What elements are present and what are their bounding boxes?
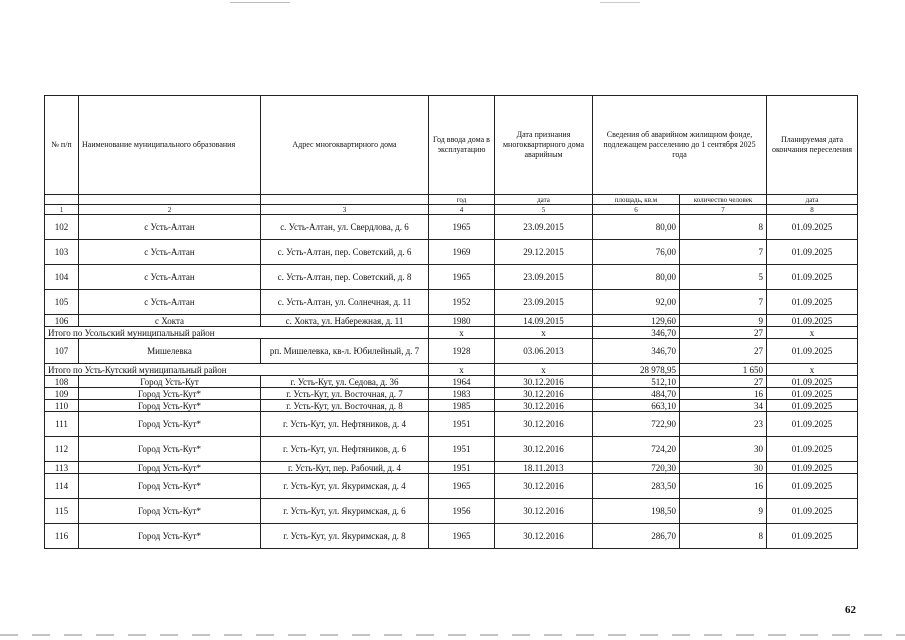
- total-label: Итого по Усольский муниципальный район: [45, 327, 429, 339]
- row-area: 720,30: [593, 462, 680, 474]
- col-number: 3: [261, 205, 429, 215]
- row-date: 29.12.2015: [495, 240, 593, 265]
- row-address: г. Усть-Кут, ул. Якуримская, д. 4: [261, 474, 429, 499]
- table-row: [45, 315, 858, 327]
- row-address: г. Усть-Кут, пер. Рабочий, д. 4: [261, 462, 429, 474]
- row-address: г. Усть-Кут, ул. Нефтяников, д. 6: [261, 437, 429, 462]
- table-row: [45, 524, 858, 549]
- row-area: 129,60: [593, 315, 680, 327]
- table-row: [45, 215, 858, 240]
- row-municipality: Город Усть-Кут*: [79, 499, 261, 524]
- row-people: 5: [680, 265, 767, 290]
- row-year: 1965: [429, 215, 495, 240]
- row-people: 8: [680, 215, 767, 240]
- table-subheader-row: [45, 195, 858, 205]
- row-plan: 01.09.2025: [767, 265, 858, 290]
- row-date: 18.11.2013: [495, 462, 593, 474]
- col-number: 8: [767, 205, 858, 215]
- table-header-row: [45, 96, 858, 195]
- row-address: с. Усть-Алтан, пер. Советский, д. 8: [261, 265, 429, 290]
- header-address: Адрес многоквартирного дома: [261, 96, 429, 195]
- row-year: 1928: [429, 339, 495, 364]
- row-address: г. Усть-Кут, ул. Седова, д. 36: [261, 376, 429, 388]
- row-area: 724,20: [593, 437, 680, 462]
- row-area: 80,00: [593, 265, 680, 290]
- row-address: рп. Мишелевка, кв-л. Юбилейный, д. 7: [261, 339, 429, 364]
- row-municipality: Город Усть-Кут*: [79, 412, 261, 437]
- row-num: 103: [45, 240, 79, 265]
- row-people: 9: [680, 315, 767, 327]
- total-row-usolsky: [45, 327, 858, 339]
- row-municipality: с Усть-Алтан: [79, 215, 261, 240]
- row-address: с. Усть-Алтан, пер. Советский, д. 6: [261, 240, 429, 265]
- table-row: [45, 437, 858, 462]
- row-municipality: Город Усть-Кут*: [79, 524, 261, 549]
- row-date: 30.12.2016: [495, 524, 593, 549]
- header-date-recognized: Дата признания многоквартирного дома аварийным: [495, 96, 593, 195]
- total-plan: x: [767, 327, 858, 339]
- table-row: [45, 499, 858, 524]
- row-area: 512,10: [593, 376, 680, 388]
- row-num: 111: [45, 412, 79, 437]
- row-area: 283,50: [593, 474, 680, 499]
- row-area: 722,90: [593, 412, 680, 437]
- row-plan: 01.09.2025: [767, 524, 858, 549]
- row-num: 108: [45, 376, 79, 388]
- row-municipality: с Усть-Алтан: [79, 265, 261, 290]
- row-municipality: с Усть-Алтан: [79, 290, 261, 315]
- total-area: 346,70: [593, 327, 680, 339]
- row-num: 115: [45, 499, 79, 524]
- row-plan: 01.09.2025: [767, 400, 858, 412]
- sub-area: площадь, кв.м: [593, 195, 680, 205]
- row-num: 113: [45, 462, 79, 474]
- row-plan: 01.09.2025: [767, 437, 858, 462]
- row-plan: 01.09.2025: [767, 462, 858, 474]
- row-people: 9: [680, 499, 767, 524]
- row-municipality: Мишелевка: [79, 339, 261, 364]
- row-plan: 01.09.2025: [767, 474, 858, 499]
- col-number: 2: [79, 205, 261, 215]
- header-year: Год ввода дома в эксплуатацию: [429, 96, 495, 195]
- row-year: 1956: [429, 499, 495, 524]
- row-year: 1965: [429, 265, 495, 290]
- row-year: 1965: [429, 524, 495, 549]
- total-label: Итого по Усть-Кутский муниципальный район: [45, 364, 429, 376]
- row-plan: 01.09.2025: [767, 240, 858, 265]
- row-num: 106: [45, 315, 79, 327]
- sub-empty: [45, 195, 79, 205]
- row-plan: 01.09.2025: [767, 499, 858, 524]
- row-num: 107: [45, 339, 79, 364]
- col-number: 4: [429, 205, 495, 215]
- row-year: 1964: [429, 376, 495, 388]
- row-date: 30.12.2016: [495, 376, 593, 388]
- row-year: 1951: [429, 412, 495, 437]
- row-year: 1965: [429, 474, 495, 499]
- row-year: 1951: [429, 462, 495, 474]
- row-year: 1980: [429, 315, 495, 327]
- table-row: [45, 376, 858, 388]
- table-row: [45, 462, 858, 474]
- row-date: 03.06.2013: [495, 339, 593, 364]
- row-address: с. Хокта, ул. Набережная, д. 11: [261, 315, 429, 327]
- total-people: 27: [680, 327, 767, 339]
- row-area: 484,70: [593, 388, 680, 400]
- total-people: 1 650: [680, 364, 767, 376]
- header-info: Сведения об аварийном жилищном фонде, подлежащем расселению до 1 сентября 2025 года: [593, 96, 767, 195]
- header-num: № п/п: [45, 96, 79, 195]
- row-num: 102: [45, 215, 79, 240]
- table-row: [45, 400, 858, 412]
- row-year: 1985: [429, 400, 495, 412]
- row-municipality: Город Усть-Кут*: [79, 388, 261, 400]
- row-date: 23.09.2015: [495, 290, 593, 315]
- row-people: 8: [680, 524, 767, 549]
- row-date: 30.12.2016: [495, 499, 593, 524]
- row-municipality: Город Усть-Кут: [79, 376, 261, 388]
- row-plan: 01.09.2025: [767, 215, 858, 240]
- scan-artifact-line: [230, 2, 290, 3]
- row-people: 30: [680, 437, 767, 462]
- row-area: 286,70: [593, 524, 680, 549]
- sub-date: дата: [495, 195, 593, 205]
- row-num: 110: [45, 400, 79, 412]
- row-area: 92,00: [593, 290, 680, 315]
- sub-empty: [261, 195, 429, 205]
- total-row-ustkut: [45, 364, 858, 376]
- row-people: 34: [680, 400, 767, 412]
- row-municipality: Город Усть-Кут*: [79, 462, 261, 474]
- col-number: 5: [495, 205, 593, 215]
- row-area: 198,50: [593, 499, 680, 524]
- row-num: 109: [45, 388, 79, 400]
- scan-artifact-line: [0, 634, 905, 636]
- total-plan: x: [767, 364, 858, 376]
- row-address: г. Усть-Кут, ул. Нефтяников, д. 4: [261, 412, 429, 437]
- row-num: 104: [45, 265, 79, 290]
- row-num: 114: [45, 474, 79, 499]
- row-municipality: с Хокта: [79, 315, 261, 327]
- sub-people: количество человек: [680, 195, 767, 205]
- header-municipality: Наименование муниципального образования: [79, 96, 261, 195]
- table-row: [45, 265, 858, 290]
- row-address: г. Усть-Кут, ул. Восточная, д. 8: [261, 400, 429, 412]
- row-area: 346,70: [593, 339, 680, 364]
- row-municipality: Город Усть-Кут*: [79, 437, 261, 462]
- row-address: г. Усть-Кут, ул. Якуримская, д. 6: [261, 499, 429, 524]
- total-year: x: [429, 364, 495, 376]
- row-people: 27: [680, 376, 767, 388]
- row-address: г. Усть-Кут, ул. Якуримская, д. 8: [261, 524, 429, 549]
- row-address: г. Усть-Кут, ул. Восточная, д. 7: [261, 388, 429, 400]
- column-numbers-row: [45, 205, 858, 215]
- row-num: 116: [45, 524, 79, 549]
- sub-empty: [79, 195, 261, 205]
- total-date: x: [495, 364, 593, 376]
- total-area: 28 978,95: [593, 364, 680, 376]
- row-area: 76,00: [593, 240, 680, 265]
- row-address: с. Усть-Алтан, ул. Солнечная, д. 11: [261, 290, 429, 315]
- row-num: 112: [45, 437, 79, 462]
- row-date: 23.09.2015: [495, 215, 593, 240]
- col-number: 7: [680, 205, 767, 215]
- table-row: [45, 339, 858, 364]
- emergency-housing-table: [44, 95, 858, 549]
- col-number: 1: [45, 205, 79, 215]
- row-municipality: Город Усть-Кут*: [79, 400, 261, 412]
- row-date: 30.12.2016: [495, 412, 593, 437]
- table-row: [45, 474, 858, 499]
- sub-year: год: [429, 195, 495, 205]
- row-year: 1983: [429, 388, 495, 400]
- row-people: 7: [680, 290, 767, 315]
- row-year: 1951: [429, 437, 495, 462]
- scan-artifact-line: [600, 2, 640, 3]
- page-number: 62: [845, 604, 856, 616]
- row-plan: 01.09.2025: [767, 388, 858, 400]
- header-planned: Планируемая дата окончания переселения: [767, 96, 858, 195]
- row-people: 16: [680, 388, 767, 400]
- row-num: 105: [45, 290, 79, 315]
- row-date: 30.12.2016: [495, 437, 593, 462]
- row-plan: 01.09.2025: [767, 315, 858, 327]
- row-people: 30: [680, 462, 767, 474]
- table-row: [45, 240, 858, 265]
- row-people: 23: [680, 412, 767, 437]
- row-area: 80,00: [593, 215, 680, 240]
- total-date: x: [495, 327, 593, 339]
- row-date: 30.12.2016: [495, 400, 593, 412]
- row-people: 27: [680, 339, 767, 364]
- row-date: 30.12.2016: [495, 474, 593, 499]
- row-date: 23.09.2015: [495, 265, 593, 290]
- total-year: x: [429, 327, 495, 339]
- col-number: 6: [593, 205, 680, 215]
- row-people: 7: [680, 240, 767, 265]
- row-area: 663,10: [593, 400, 680, 412]
- row-plan: 01.09.2025: [767, 339, 858, 364]
- row-people: 16: [680, 474, 767, 499]
- table-row: [45, 388, 858, 400]
- table-row: [45, 412, 858, 437]
- row-plan: 01.09.2025: [767, 376, 858, 388]
- row-address: с. Усть-Алтан, ул. Свердлова, д. 6: [261, 215, 429, 240]
- sub-date2: дата: [767, 195, 858, 205]
- row-year: 1969: [429, 240, 495, 265]
- row-date: 14.09.2015: [495, 315, 593, 327]
- row-year: 1952: [429, 290, 495, 315]
- row-plan: 01.09.2025: [767, 290, 858, 315]
- table-row: [45, 290, 858, 315]
- row-plan: 01.09.2025: [767, 412, 858, 437]
- row-municipality: с Усть-Алтан: [79, 240, 261, 265]
- row-date: 30.12.2016: [495, 388, 593, 400]
- row-municipality: Город Усть-Кут*: [79, 474, 261, 499]
